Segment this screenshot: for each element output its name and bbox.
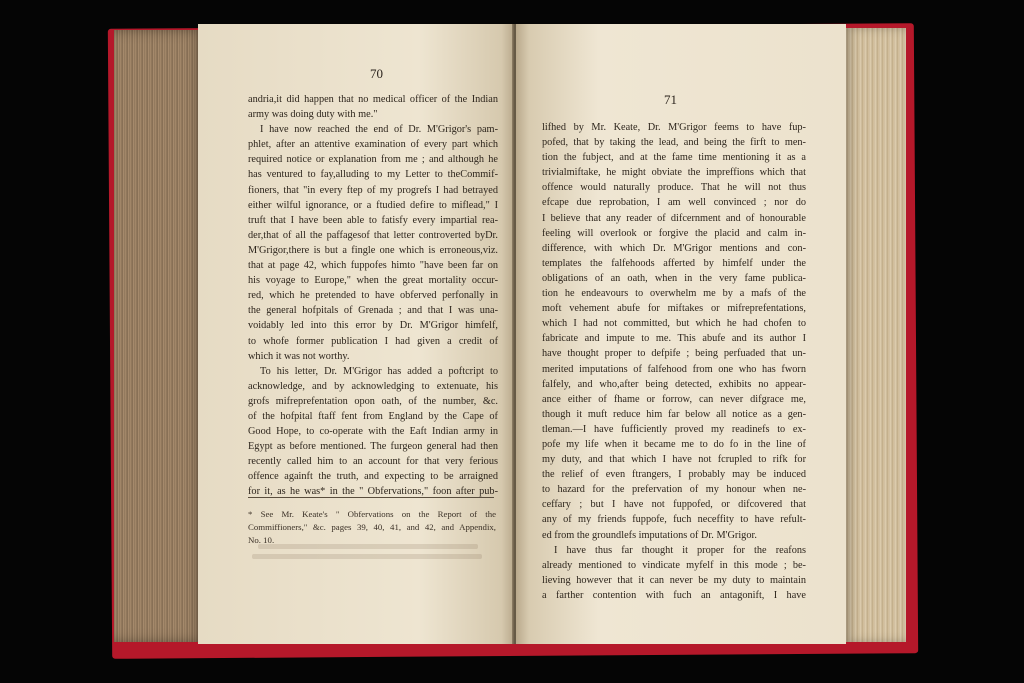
text-line: Good Hope, to co-operate with the Eaft Indian army in xyxy=(248,426,498,438)
open-book xyxy=(104,24,912,652)
right-page xyxy=(516,24,846,644)
text-line: acknowledge, and by acknowledging to extenuate, his xyxy=(248,380,498,392)
text-line: that at page 42, which fuppofes himto "have been far on xyxy=(248,260,498,272)
text-line: lifhed by Mr. Keate, Dr. M'Grigor feems to have fup- xyxy=(542,122,806,133)
text-line: tion the fubject, and at the fame time mentioning it as a xyxy=(542,152,806,164)
text-line: offence againft the truth, and expecting to be arraigned xyxy=(248,471,498,483)
text-line: tleman.—I have fufficiently proved my readinefs to ex- xyxy=(542,423,806,435)
text-line: grofs mifreprefentation opon oath, of the number, &c. xyxy=(248,395,498,407)
text-line: of the hofpital ftaff fent from England by the Cape of xyxy=(248,410,498,422)
text-line: andria,it did happen that no medical officer of the Indian xyxy=(248,94,498,105)
left-page-body xyxy=(248,92,498,500)
text-line: a farther contention with fuch an antagonift, I have xyxy=(542,589,806,601)
text-line: though it muft reduce him far below all notice as a gen- xyxy=(542,408,806,420)
text-line: army was doing duty with me." xyxy=(248,109,378,121)
text-line: any of my friends fuppofe, fuch neceffity to have refult- xyxy=(542,514,806,526)
text-line: either wilful ignorance, or a ftudied defire to miflead," I xyxy=(248,199,498,211)
text-line: voidably led into this error by Dr. M'Grigor himfelf, xyxy=(248,320,498,332)
text-line: required notice or explanation from me ; and although he xyxy=(248,154,498,166)
text-line: M'Grigor,there is but a fingle one which is erroneous,viz. xyxy=(248,244,498,256)
text-line: templates the falfehoods afferted by himfelf under the xyxy=(542,257,806,269)
text-line: fabricate and impute to me. This abufe and its author I xyxy=(542,333,806,345)
right-page-number: 71 xyxy=(664,92,677,107)
text-line: lieving however that it can never be my duty to maintain xyxy=(542,574,806,586)
text-line: have thought proper to defpife ; being perfuaded that un- xyxy=(542,348,806,360)
text-line: the general hofpitals of Grenada ; and that I was una- xyxy=(248,305,498,317)
text-line: ance either of fhame or forrow, can never difgrace me, xyxy=(542,393,806,405)
text-line: I believe that any reader of difcernment and of honourable xyxy=(542,212,806,224)
text-line: truft that I have been able to fatisfy every impartial rea- xyxy=(248,214,498,226)
footnote-rule xyxy=(248,497,494,498)
text-line: recently called him to an account for that very ferious xyxy=(248,456,498,468)
bleed-through-text xyxy=(252,554,482,559)
text-line: Egypt as before mentioned. The furgeon general had then xyxy=(248,441,498,453)
text-line: difference, with which Dr. M'Grigor mentions and con- xyxy=(542,242,806,254)
text-line: offence would naturally produce. That he will not thus xyxy=(542,182,806,194)
footnote-line: * See Mr. Keate's " Obfervations on the Report of the xyxy=(248,509,496,519)
text-line: phlet, after an attentive examination of every part which xyxy=(248,139,498,151)
text-line: To his letter, Dr. M'Grigor has added a poftcript to xyxy=(260,365,498,377)
text-line: trivialmiftake, he might obviate the impreffions which that xyxy=(542,167,806,179)
left-page xyxy=(198,24,514,644)
text-line: pofe my life when it became me to do fo in the line of xyxy=(542,438,806,450)
text-line: merited imputations of falfehood from one who has fworn xyxy=(542,363,806,375)
text-line: his voyage to Europe," when the great mortality occur- xyxy=(248,275,498,287)
text-line: has ventured to fay,alluding to my Letter to theCommif- xyxy=(248,169,498,181)
footnote-line: Commiffioners," &c. pages 39, 40, 41, and 42, and Appendix, xyxy=(248,522,496,532)
text-line: which it was not worthy. xyxy=(248,350,350,362)
text-line: falfely, and who,after being detected, exhibits no appear- xyxy=(542,378,806,390)
text-line: to whofe former publication I had given a credit of xyxy=(248,335,498,347)
text-line: the relief of even ftrangers, I probably may be induced xyxy=(542,469,806,481)
text-line: pofed, that by taking the lead, and being the firft to men- xyxy=(542,137,806,149)
text-line: der,that of all the paffagesof that letter controverted byDr. xyxy=(248,229,498,241)
footnote-line: No. 10. xyxy=(248,535,275,545)
text-line: obligations of an oath, when in the very fame publica- xyxy=(542,272,806,284)
right-page-edges xyxy=(844,28,906,642)
text-line: fioners, that "in every ftep of my progrefs I had betrayed xyxy=(248,184,498,196)
text-line: which I had not committed, but which he had chofen to xyxy=(542,318,806,330)
text-line: I have thus far thought it proper for the reafons xyxy=(554,544,806,556)
footnote xyxy=(248,508,496,547)
text-line: efcape due reprobation, I am well convinced ; nor do xyxy=(542,197,806,209)
right-page-body xyxy=(542,120,806,603)
text-line: already mentioned to vindicate myfelf in this mode ; be- xyxy=(542,559,806,571)
text-line: red, which he pretended to have obferved perfonally in xyxy=(248,290,498,302)
left-page-number: 70 xyxy=(370,66,383,81)
text-line: feeling will overlook or forgive the placid and calm in- xyxy=(542,227,806,239)
text-line: my duty, and that which I have not fcrupled to rifk for xyxy=(542,454,806,466)
bleed-through-text xyxy=(258,544,478,549)
left-page-edges xyxy=(114,30,206,642)
text-line: tion he endeavours to overwhelm me by a mafs of the xyxy=(542,288,806,300)
text-line: I have now reached the end of Dr. M'Grigor's pam- xyxy=(260,124,498,136)
text-line: to hazard for the prefervation of my honour when ne- xyxy=(542,484,806,496)
text-line: moft vehement abufe for miftakes or mifreprefentations, xyxy=(542,303,806,315)
text-line: ed from the groundlefs imputations of Dr. M'Grigor. xyxy=(542,529,757,541)
text-line: ceffary ; but I have not fuppofed, or difcovered that xyxy=(542,499,806,511)
text-line: for it, as he was* in the " Obfervations," foon after pub- xyxy=(248,486,498,498)
